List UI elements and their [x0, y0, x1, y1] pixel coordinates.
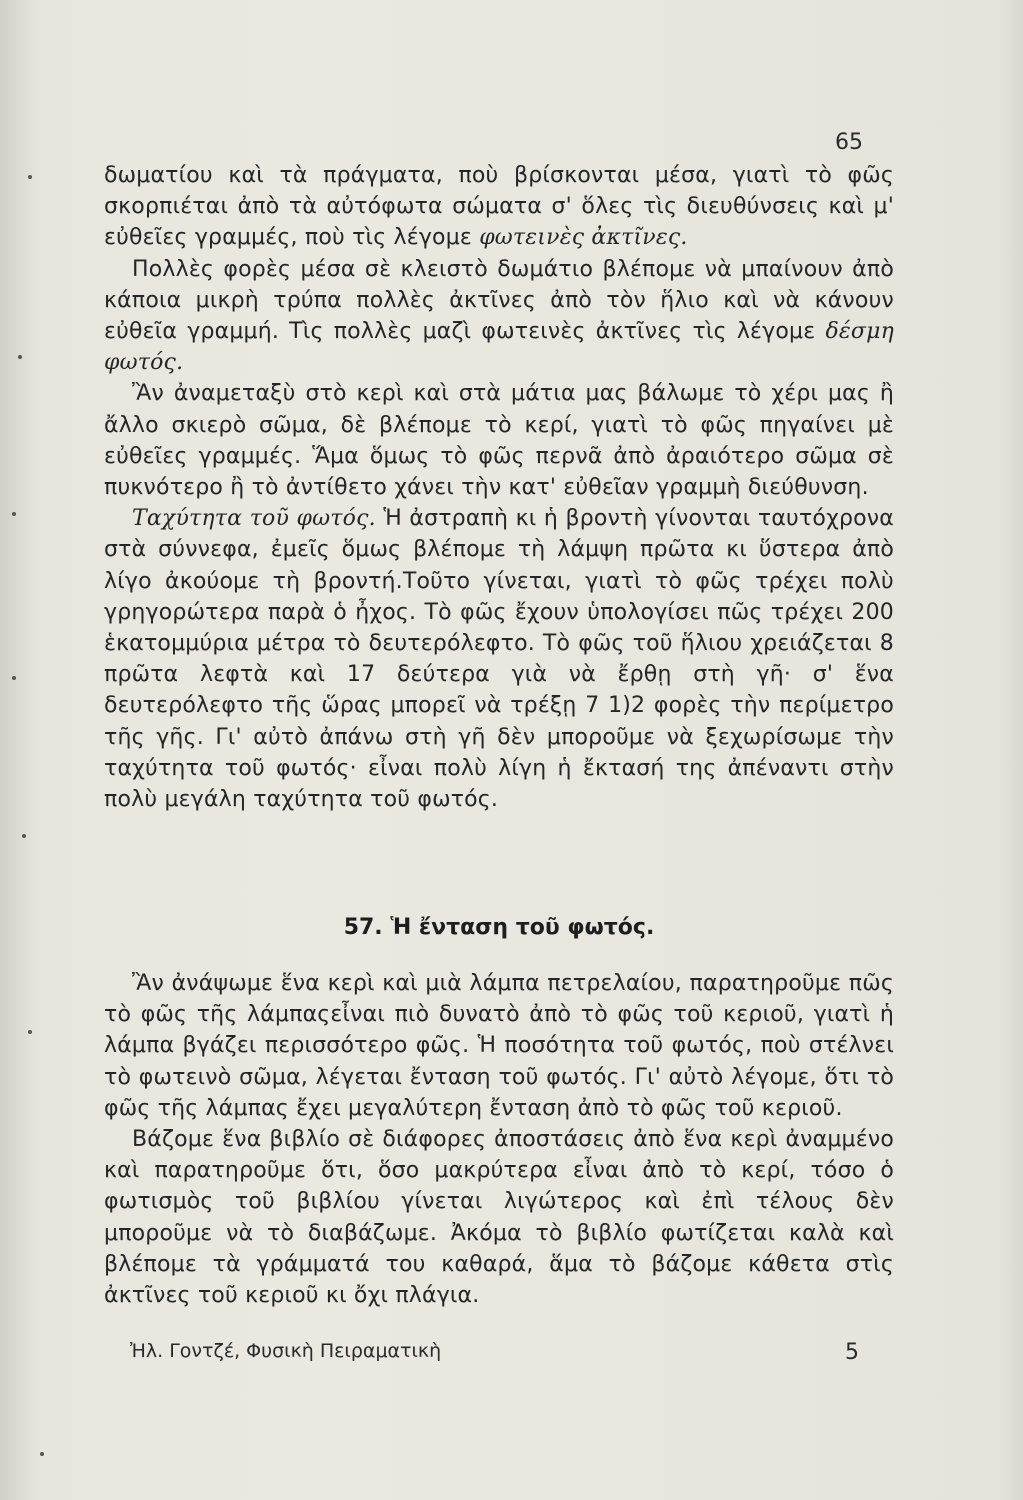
margin-mark: [12, 512, 16, 516]
page-number: 65: [835, 130, 863, 155]
paragraph-5: [104, 968, 894, 1124]
margin-mark: [28, 1030, 32, 1034]
footer-signature: 5: [845, 1340, 859, 1365]
section-heading: 57. Ἡ ἔνταση τοῦ φωτός.: [343, 915, 655, 940]
paragraph-3: [104, 378, 894, 503]
paragraph-1-text: δωματίου καὶ τὰ πράγματα, ποὺ βρίσκονται μέσα, γιατὶ τὸ φῶς σκορπιέται ἀπὸ τὰ αὐτόφωτα σώματα σ' ὅλες τὶς διευθύνσεις καὶ μ' εὐθεῖες γραμμές, ποὺ τὶς λέγομε: [104, 163, 894, 251]
margin-mark: [40, 1452, 44, 1456]
paragraph-1: [104, 160, 894, 254]
paragraph-1-term: φωτεινὲς ἀκτῖνες.: [479, 225, 688, 251]
paragraph-4-term: Ταχύτητα τοῦ φωτός.: [132, 506, 376, 532]
margin-mark: [12, 676, 16, 680]
paragraph-6: [104, 1124, 894, 1311]
paragraph-4-text: Ἡ ἀστραπὴ κι ἡ βροντὴ γίνονται ταυτόχρονα στὰ σύννεφα, ἐμεῖς ὅμως βλέπομε τὴ λάμψη πρῶτα κι ὕστερα ἀπὸ λίγο ἀκούομε τὴ βροντή.Τοῦτο γίνεται, γιατὶ τὸ φῶς τρέχει πολὺ γρηγορώτερα παρὰ ὁ ἦχος. Τὸ φῶς ἔχουν ὑπολογίσει πῶς τρέχει 200 ἑκατομμύρια μέτρα τὸ δευτερόλεφτο. Τὸ φῶς τοῦ ἥλιου χρειάζεται 8 πρῶτα λεφτὰ καὶ 17 δεύτερα γιὰ νὰ ἔρθῃ στὴ γῆ· σ' ἕνα δευτερόλεφτο τῆς ὥρας μπορεῖ νὰ τρέξῃ 7 1)2 φορὲς τὴν περίμετρο τῆς γῆς. Γι' αὐτὸ ἀπάνω στὴ γῆ δὲν μποροῦμε νὰ ξεχωρίσωμε τὴν ταχύτητα τοῦ φωτός· εἶναι πολὺ λίγη ἡ ἔκτασή της ἀπέναντι στὴν πολὺ μεγάλη ταχύτητα τοῦ φωτός.: [104, 506, 894, 813]
margin-mark: [28, 175, 32, 179]
text-block-top: [104, 160, 894, 815]
margin-mark: [18, 355, 22, 359]
paragraph-3-text: Ἂν ἀναμεταξὺ στὸ κερὶ καὶ στὰ μάτια μας βάλωμε τὸ χέρι μας ἢ ἄλλο σκιερὸ σῶμα, δὲ βλέπομε τὸ κερί, γιατὶ τὸ φῶς πηγαίνει μὲ εὐθεῖες γραμμές. Ἅμα ὅμως τὸ φῶς περνᾶ ἀπὸ ἀραιότερο σῶμα σὲ πυκνότερο ἢ τὸ ἀντίθετο χάνει τὴν κατ' εὐθεῖαν γραμμὴ διεύθυνση.: [104, 381, 894, 501]
paragraph-6-text: Βάζομε ἕνα βιβλίο σὲ διάφορες ἀποστάσεις ἀπὸ ἕνα κερὶ ἀναμμένο καὶ παρατηροῦμε ὅτι, ὅσο μακρύτερα εἶναι ἀπὸ τὸ κερί, τόσο ὁ φωτισμὸς τοῦ βιβλίου γίνεται λιγώτερος καὶ ἐπὶ τέλους δὲν μποροῦμε νὰ τὸ διαβάζωμε. Ἀκόμα τὸ βιβλίο φωτίζεται καλὰ καὶ βλέπομε τὰ γράμματά του καθαρά, ἅμα τὸ βάζομε κάθετα στὶς ἀκτῖνες τοῦ κεριοῦ κι ὄχι πλάγια.: [104, 1127, 894, 1309]
paragraph-2-text: Πολλὲς φορὲς μέσα σὲ κλειστὸ δωμάτιο βλέπομε νὰ μπαίνουν ἀπὸ κάποια μικρὴ τρύπα πολλὲς ἀκτῖνες ἀπὸ τὸν ἥλιο καὶ νὰ κάνουν εὐθεῖα γραμμή. Τὶς πολλὲς μαζὶ φωτεινὲς ἀκτῖνες τὶς λέγομε: [104, 256, 894, 345]
paragraph-5-text: Ἂν ἀνάψωμε ἕνα κερὶ καὶ μιὰ λάμπα πετρελαίου, παρατηροῦμε πῶς τὸ φῶς τῆς λάμπαςεἶναι πιὸ δυνατὸ ἀπὸ τὸ φῶς τοῦ κεριοῦ, γιατὶ ἡ λάμπα βγάζει περισσότερο φῶς. Ἡ ποσότητα τοῦ φωτός, ποὺ στέλνει τὸ φωτεινὸ σῶμα, λέγεται ἔνταση τοῦ φωτός. Γι' αὐτὸ λέγομε, ὅτι τὸ φῶς τῆς λάμπας ἔχει μεγαλύτερη ἔνταση ἀπὸ τὸ φῶς τοῦ κεριοῦ.: [104, 971, 894, 1121]
margin-mark: [22, 834, 26, 838]
text-block-bottom: [104, 968, 894, 1311]
paragraph-2: [104, 254, 894, 379]
paragraph-4: [104, 503, 894, 815]
paragraph-2-term: δέσμη φωτός.: [104, 319, 894, 376]
footer-source: Ἠλ. Γοντζέ, Φυσικὴ Πειραματικὴ: [130, 1340, 442, 1362]
